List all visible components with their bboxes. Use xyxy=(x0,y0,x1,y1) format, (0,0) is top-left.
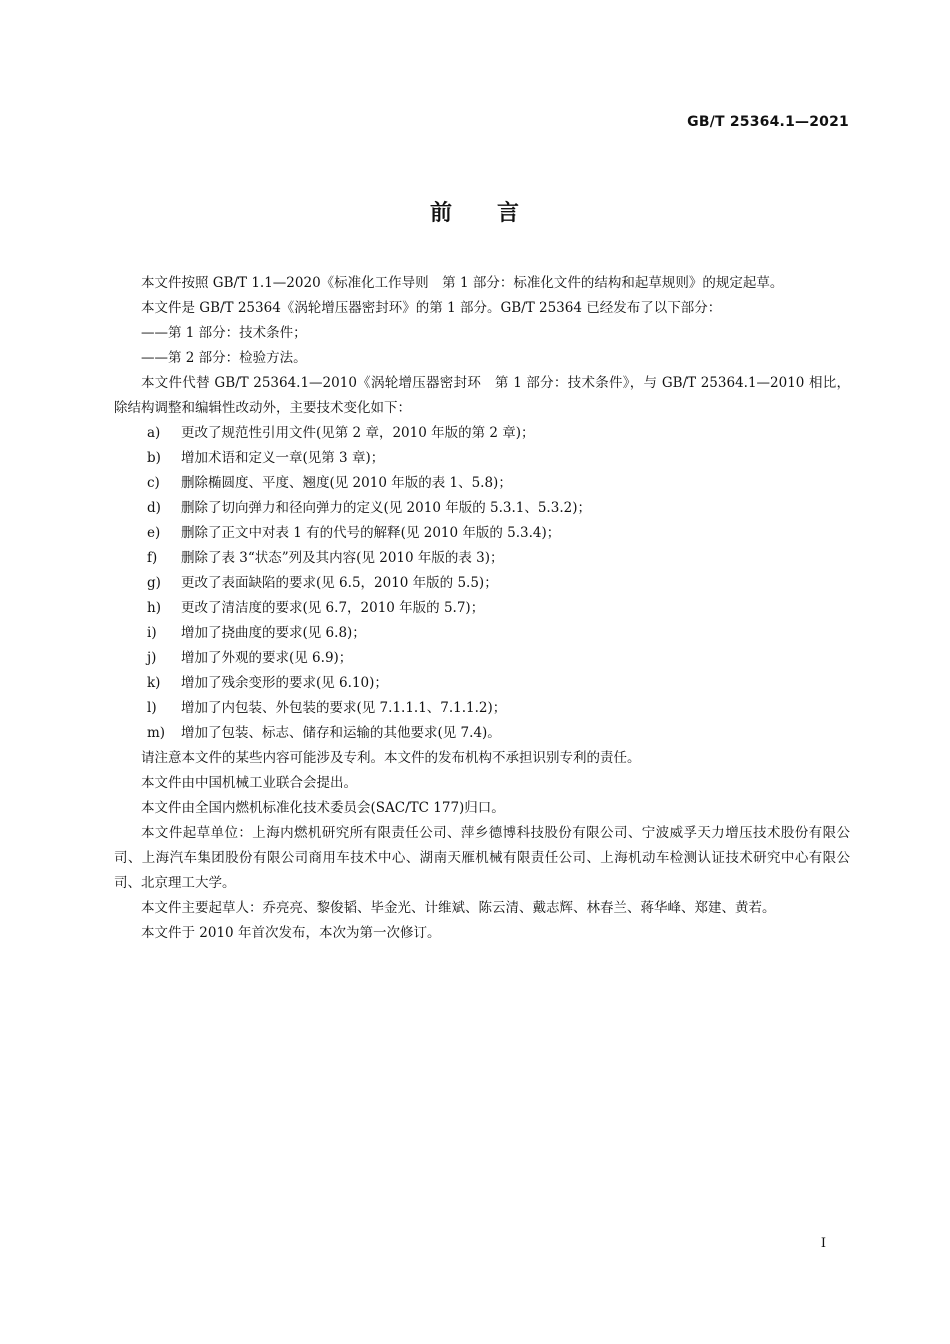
paragraph-history: 本文件于 2010 年首次发布，本次为第一次修订。 xyxy=(141,925,441,941)
change-label: d) xyxy=(147,500,161,516)
change-text: 增加术语和定义一章(见第 3 章)； xyxy=(181,450,385,466)
part-list-item: ——第 1 部分：技术条件； xyxy=(141,325,307,341)
paragraph-drafting-rules: 本文件按照 GB/T 1.1—2020《标准化工作导则 第 1 部分：标准化文件的结构和起草规则》的规定起草。 xyxy=(141,275,784,291)
change-label: a) xyxy=(147,425,161,441)
paragraph-proposer: 本文件由中国机械工业联合会提出。 xyxy=(141,775,357,791)
paragraph-part-info: 本文件是 GB/T 25364《涡轮增压器密封环》的第 1 部分。GB/T 25364 已经发布了以下部分： xyxy=(141,300,722,316)
change-text: 更改了表面缺陷的要求(见 6.5，2010 年版的 5.5)； xyxy=(181,575,498,591)
change-item xyxy=(114,596,850,621)
change-label: e) xyxy=(147,525,161,541)
change-label: b) xyxy=(147,450,161,466)
paragraph-replacement: 本文件代替 GB/T 25364.1—2010《涡轮增压器密封环 第 1 部分：技术条件》，与 GB/T 25364.1—2010 相比，除结构调整和编辑性改动外，主要技术变化如下： xyxy=(114,375,850,416)
paragraph-drafting-units: 本文件起草单位：上海内燃机研究所有限责任公司、萍乡德博科技股份有限公司、宁波威孚天力增压技术股份有限公司、上海汽车集团股份有限公司商用车技术中心、湖南天雁机械有限责任公司、上海机动车检测认证技术研究中心有限公司、北京理工大学。 xyxy=(114,825,850,891)
part-list-item: ——第 2 部分：检验方法。 xyxy=(141,350,307,366)
change-text: 增加了外观的要求(见 6.9)； xyxy=(181,650,353,666)
change-item xyxy=(114,671,850,696)
title-char-2: 言 xyxy=(497,201,521,226)
change-label: g) xyxy=(147,575,161,591)
change-text: 增加了包装、标志、储存和运输的其他要求(见 7.4)。 xyxy=(181,725,501,741)
change-item xyxy=(114,446,850,471)
change-label: c) xyxy=(147,475,160,491)
change-label: j) xyxy=(147,650,157,666)
change-text: 删除了切向弹力和径向弹力的定义(见 2010 年版的 5.3.1、5.3.2)； xyxy=(181,500,591,516)
foreword-body xyxy=(114,271,850,946)
change-text: 删除了表 3“状态”列及其内容(见 2010 年版的表 3)； xyxy=(181,550,504,566)
change-item xyxy=(114,546,850,571)
change-label: m) xyxy=(147,725,166,741)
standard-number: GB/T 25364.1—2021 xyxy=(687,114,849,130)
change-text: 增加了内包装、外包装的要求(见 7.1.1.1、7.1.1.2)； xyxy=(181,700,507,716)
paragraph-patent-notice: 请注意本文件的某些内容可能涉及专利。本文件的发布机构不承担识别专利的责任。 xyxy=(141,750,641,766)
change-text: 增加了残余变形的要求(见 6.10)； xyxy=(181,675,388,691)
change-label: f) xyxy=(147,550,158,566)
change-text: 删除了正文中对表 1 有的代号的解释(见 2010 年版的 5.3.4)； xyxy=(181,525,561,541)
change-item xyxy=(114,496,850,521)
change-item xyxy=(114,521,850,546)
change-item xyxy=(114,621,850,646)
change-text: 更改了清洁度的要求(见 6.7，2010 年版的 5.7)； xyxy=(181,600,485,616)
change-item xyxy=(114,421,850,446)
title-char-1: 前 xyxy=(429,201,453,226)
change-text: 更改了规范性引用文件(见第 2 章，2010 年版的第 2 章)； xyxy=(181,425,535,441)
paragraph-committee: 本文件由全国内燃机标准化技术委员会(SAC/TC 177)归口。 xyxy=(141,800,505,816)
change-text: 增加了挠曲度的要求(见 6.8)； xyxy=(181,625,366,641)
change-item xyxy=(114,571,850,596)
change-label: k) xyxy=(147,675,161,691)
change-item xyxy=(114,721,850,746)
change-text: 删除椭圆度、平度、翘度(见 2010 年版的表 1、5.8)； xyxy=(181,475,512,491)
change-label: l) xyxy=(147,700,157,716)
change-item xyxy=(114,696,850,721)
page-number: I xyxy=(820,1236,826,1251)
paragraph-drafters: 本文件主要起草人：乔亮亮、黎俊韬、毕金光、计维斌、陈云清、戴志辉、林春兰、蒋华峰、郑建、黄若。 xyxy=(141,900,776,916)
change-item xyxy=(114,471,850,496)
page-title xyxy=(0,196,950,227)
change-item xyxy=(114,646,850,671)
change-label: h) xyxy=(147,600,161,616)
changes-list xyxy=(114,421,850,746)
change-label: i) xyxy=(147,625,157,641)
